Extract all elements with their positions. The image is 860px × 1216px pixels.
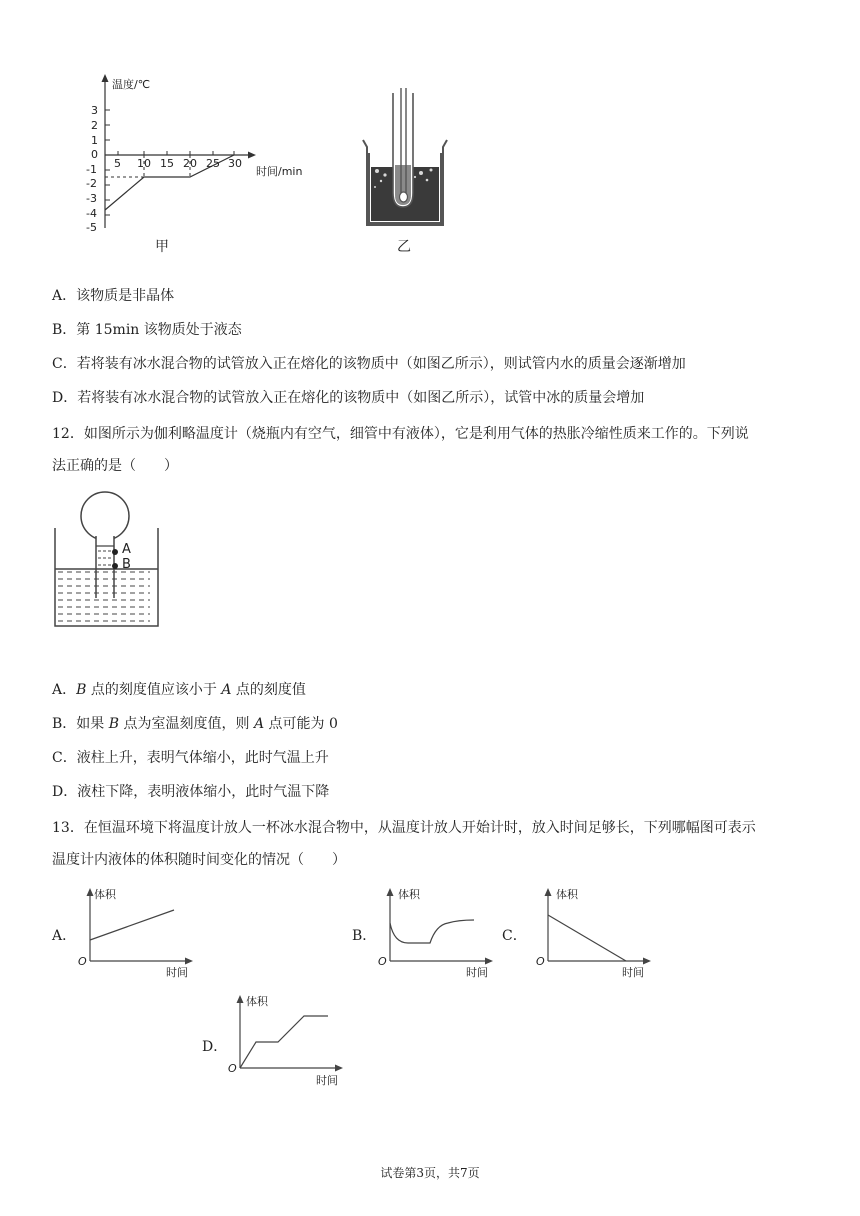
q12-stem-line1: 12．如图所示为伽利略温度计（烧瓶内有空气，细管中有液体），它是利用气体的热胀冷缩性质来工作的。下列说 xyxy=(52,426,749,442)
q12-option-b: B．如果 B 点为室温刻度值，则 A 点可能为 0 xyxy=(52,716,338,732)
y-tick: -3 xyxy=(86,192,97,205)
caption-yi: 乙 xyxy=(397,239,411,255)
galileo-thermometer-figure xyxy=(50,488,165,633)
x-tick: 20 xyxy=(183,157,197,170)
q13-graph-d-xlabel: 时间 xyxy=(316,1074,338,1087)
x-tick: 10 xyxy=(137,157,151,170)
y-tick: -5 xyxy=(86,221,97,234)
q13-graph-c-ylabel: 体积 xyxy=(556,888,578,901)
graph-jia-ylabel: 温度/℃ xyxy=(112,78,151,91)
q13-graph-b-origin: O xyxy=(378,955,387,968)
q13-graph-c-origin: O xyxy=(536,955,545,968)
q13-graph-d-origin: O xyxy=(228,1062,237,1075)
caption-jia: 甲 xyxy=(155,239,169,255)
x-tick: 15 xyxy=(160,157,174,170)
q13-stem-line1: 13．在恒温环境下将温度计放人一杯冰水混合物中，从温度计放人开始计时，放入时间足够长，下列哪幅图可表示 xyxy=(52,820,756,836)
q12-option-d: D．液柱下降，表明液体缩小，此时气温下降 xyxy=(52,784,330,800)
q12-stem-line2: 法正确的是（ ） xyxy=(52,458,178,474)
y-tick: 1 xyxy=(91,134,98,147)
graph-jia-xlabel: 时间/min xyxy=(256,165,303,178)
q13-graph-b-xlabel: 时间 xyxy=(466,966,488,979)
y-tick: -1 xyxy=(86,163,97,176)
q11-option-b: B．第 15min 该物质处于液态 xyxy=(52,322,242,338)
x-tick: 30 xyxy=(228,157,242,170)
q12-option-c: C．液柱上升，表明气体缩小，此时气温上升 xyxy=(52,750,329,766)
y-tick: 3 xyxy=(91,104,98,117)
y-tick: 2 xyxy=(91,119,98,132)
q13-option-a-label: A． xyxy=(52,928,77,944)
x-tick: 5 xyxy=(114,157,121,170)
y-tick: -4 xyxy=(86,207,97,220)
y-tick: -2 xyxy=(86,177,97,190)
point-b-label: B xyxy=(122,557,131,572)
q13-option-d-label: D． xyxy=(202,1039,228,1055)
q12-option-a: A．B 点的刻度值应该小于 A 点的刻度值 xyxy=(52,682,306,698)
page-footer: 试卷第3页，共7页 xyxy=(380,1166,480,1180)
fig-yi-beaker xyxy=(355,85,455,230)
q13-graph-b-ylabel: 体积 xyxy=(398,888,420,901)
q13-graph-a-xlabel: 时间 xyxy=(166,966,188,979)
q13-graph-a-ylabel: 体积 xyxy=(94,888,116,901)
q13-graph-a-origin: O xyxy=(78,955,87,968)
y-tick: 0 xyxy=(91,148,98,161)
q11-option-d: D．若将装有冰水混合物的试管放入正在熔化的该物质中（如图乙所示），试管中冰的质量会增加 xyxy=(52,390,645,406)
q13-option-c-label: C． xyxy=(502,928,527,944)
q13-graph-c-xlabel: 时间 xyxy=(622,966,644,979)
x-tick: 25 xyxy=(206,157,220,170)
q13-stem-line2: 温度计内液体的体积随时间变化的情况（ ） xyxy=(52,852,346,868)
q11-option-a: A．该物质是非晶体 xyxy=(52,288,175,304)
q13-option-b-label: B． xyxy=(352,928,377,944)
graph-jia xyxy=(80,70,330,240)
q11-option-c: C．若将装有冰水混合物的试管放入正在熔化的该物质中（如图乙所示），则试管内水的质量会逐渐增加 xyxy=(52,356,686,372)
point-a-label: A xyxy=(122,542,131,557)
q13-graph-d-ylabel: 体积 xyxy=(246,995,268,1008)
